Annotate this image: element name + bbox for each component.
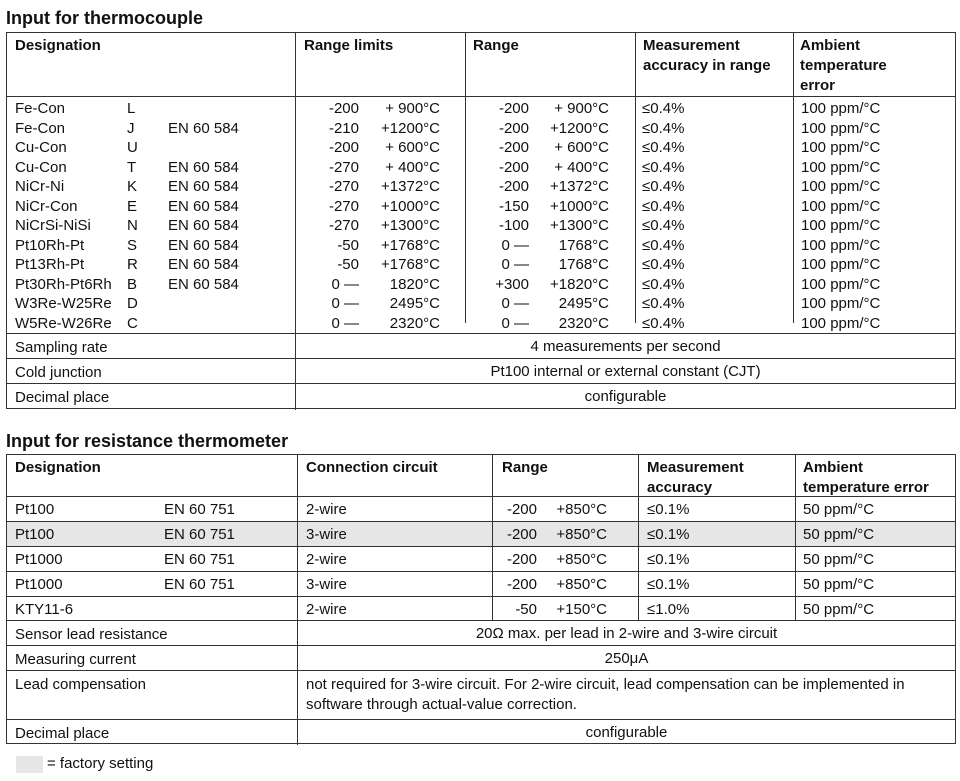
rt-footer-value: 250μA — [604, 650, 649, 667]
tc-footer-value: configurable — [584, 388, 667, 405]
tc-cell-limit-high: 2320°C — [389, 314, 440, 332]
tc-cell-designation: NiCr-Ni — [15, 178, 65, 195]
rt-hline — [7, 670, 955, 671]
tc-cell-accuracy: ≤0.4% — [642, 178, 685, 195]
tc-cell-designation: Pt10Rh-Pt — [15, 236, 85, 254]
tc-cell-standard: EN 60 584 — [168, 158, 239, 176]
tc-cell-ambient: 100 ppm/°C — [801, 256, 881, 273]
rt-cell-designation: Pt1000 — [15, 551, 63, 568]
tc-cell-ambient: 100 ppm/°C — [801, 275, 881, 293]
rt-cell-ambient: 50 ppm/°C — [803, 526, 875, 543]
tc-cell-range-low: -200 — [498, 119, 529, 137]
tc-cell-designation: NiCr-Con — [15, 197, 78, 215]
tc-header-range: Range — [473, 37, 519, 54]
tc-cell-range-high: 1768°C — [558, 236, 609, 254]
thermocouple-table — [6, 32, 956, 409]
rt-cell-standard: EN 60 751 — [164, 526, 235, 543]
tc-cell-ambient: 100 ppm/°C — [801, 314, 881, 332]
rt-cell-connection: 3-wire — [306, 576, 347, 593]
tc-cell-standard: EN 60 584 — [168, 217, 239, 234]
tc-cell-designation: Cu-Con — [15, 158, 67, 176]
tc-cell-accuracy: ≤0.4% — [642, 119, 685, 137]
tc-cell-limit-low: -270 — [328, 217, 359, 234]
tc-cell-accuracy: ≤0.4% — [642, 275, 685, 293]
tc-cell-accuracy: ≤0.4% — [642, 217, 685, 234]
rt-header-accuracy: Measurement accuracy — [647, 459, 744, 496]
tc-cell-accuracy: ≤0.4% — [642, 295, 685, 312]
tc-cell-ambient: 100 ppm/°C — [801, 236, 881, 254]
tc-cell-code: K — [127, 178, 138, 195]
rt-cell-range-low: -200 — [506, 501, 537, 518]
tc-cell-limit-high: +1000°C — [381, 197, 440, 215]
tc-cell-designation: Fe-Con — [15, 100, 66, 117]
tc-cell-range-low: +300 — [495, 275, 529, 293]
tc-footer-value: 4 measurements per second — [530, 338, 721, 355]
tc-hline — [7, 96, 955, 97]
tc-cell-standard: EN 60 584 — [168, 275, 239, 293]
tc-cell-limit-low: 0 — — [331, 275, 359, 293]
tc-cell-standard: EN 60 584 — [168, 178, 239, 195]
tc-cell-limit-low: 0 — — [331, 314, 359, 332]
tc-cell-standard: EN 60 584 — [168, 119, 239, 137]
rt-hline — [7, 496, 955, 497]
rt-cell-range-high: +850°C — [556, 526, 607, 543]
tc-cell-code: B — [127, 275, 138, 293]
tc-hline — [7, 358, 955, 359]
tc-header-range-limits: Range limits — [304, 37, 394, 54]
tc-cell-ambient: 100 ppm/°C — [801, 295, 881, 312]
tc-cell-range-low: -100 — [498, 217, 529, 234]
tc-cell-accuracy: ≤0.4% — [642, 236, 685, 254]
tc-cell-limit-low: -200 — [328, 139, 359, 156]
tc-cell-designation: Pt13Rh-Pt — [15, 256, 85, 273]
lead-compensation-line2: software through actual-value correction. — [306, 696, 577, 713]
tc-cell-limit-high: + 900°C — [385, 100, 440, 117]
tc-cell-standard: EN 60 584 — [168, 256, 239, 273]
rt-cell-range-low: -200 — [506, 526, 537, 543]
tc-cell-code: J — [127, 119, 135, 137]
tc-cell-designation: Fe-Con — [15, 119, 66, 137]
rt-cell-connection: 3-wire — [306, 526, 347, 543]
rt-cell-designation: Pt100 — [15, 526, 55, 543]
resistance-table — [6, 454, 956, 744]
tc-cell-accuracy: ≤0.4% — [642, 256, 685, 273]
tc-cell-range-low: -200 — [498, 100, 529, 117]
tc-cell-limit-low: -200 — [328, 100, 359, 117]
tc-vline — [465, 33, 466, 323]
tc-vline — [635, 33, 636, 323]
tc-cell-designation: Pt30Rh-Pt6Rh — [15, 275, 112, 293]
rt-cell-accuracy: ≤0.1% — [647, 551, 690, 568]
rt-cell-range-high: +850°C — [556, 551, 607, 568]
rt-footer-label: Measuring current — [15, 651, 136, 668]
tc-cell-code: E — [127, 197, 138, 215]
tc-cell-limit-low: -50 — [337, 236, 359, 254]
factory-setting-legend: = factory setting — [47, 755, 154, 772]
tc-cell-standard: EN 60 584 — [168, 236, 239, 254]
tc-cell-limit-high: +1200°C — [381, 119, 440, 137]
tc-cell-range-high: + 600°C — [554, 139, 609, 156]
rt-footer-value: 20Ω max. per lead in 2-wire and 3-wire circuit — [475, 625, 778, 642]
rt-vline — [297, 455, 298, 745]
rt-hline — [7, 571, 955, 572]
tc-cell-ambient: 100 ppm/°C — [801, 139, 881, 156]
tc-cell-ambient: 100 ppm/°C — [801, 178, 881, 195]
tc-cell-code: C — [127, 314, 138, 332]
tc-hline — [7, 383, 955, 384]
rt-cell-accuracy: ≤1.0% — [647, 601, 690, 618]
tc-cell-limit-high: +1768°C — [381, 256, 440, 273]
tc-cell-range-high: + 400°C — [554, 158, 609, 176]
rt-cell-designation: Pt100 — [15, 501, 55, 518]
rt-cell-ambient: 50 ppm/°C — [803, 601, 875, 618]
rt-hline — [7, 521, 955, 522]
tc-cell-range-low: -200 — [498, 158, 529, 176]
rt-hline — [7, 620, 955, 621]
tc-hline — [6, 333, 956, 334]
tc-cell-designation: W3Re-W25Re — [15, 295, 112, 312]
rt-cell-connection: 2-wire — [306, 551, 347, 568]
tc-cell-ambient: 100 ppm/°C — [801, 100, 881, 117]
tc-cell-limit-high: 2495°C — [389, 295, 440, 312]
tc-cell-range-low: -150 — [498, 197, 529, 215]
tc-cell-code: T — [127, 158, 137, 176]
rt-cell-range-low: -200 — [506, 576, 537, 593]
tc-cell-designation: Cu-Con — [15, 139, 67, 156]
tc-cell-range-high: 1768°C — [558, 256, 609, 273]
rt-cell-standard: EN 60 751 — [164, 576, 235, 593]
rt-cell-range-high: +150°C — [556, 601, 607, 618]
tc-cell-accuracy: ≤0.4% — [642, 100, 685, 117]
tc-cell-range-high: +1200°C — [550, 119, 609, 137]
factory-setting-swatch — [16, 756, 43, 773]
rt-cell-ambient: 50 ppm/°C — [803, 551, 875, 568]
tc-cell-code: S — [127, 236, 138, 254]
tc-cell-range-high: 2320°C — [558, 314, 609, 332]
tc-cell-designation: W5Re-W26Re — [15, 314, 112, 332]
tc-cell-accuracy: ≤0.4% — [642, 139, 685, 156]
tc-cell-range-low: -200 — [498, 178, 529, 195]
rt-cell-designation: Pt1000 — [15, 576, 63, 593]
resistance-title: Input for resistance thermometer — [6, 431, 289, 451]
rt-footer-label: Sensor lead resistance — [15, 626, 168, 643]
tc-cell-range-low: 0 — — [501, 256, 529, 273]
tc-cell-code: U — [127, 139, 138, 156]
tc-cell-limit-low: -50 — [337, 256, 359, 273]
rt-cell-accuracy: ≤0.1% — [647, 526, 690, 543]
rt-hline — [7, 596, 955, 597]
tc-footer-value: Pt100 internal or external constant (CJT) — [490, 363, 761, 380]
rt-header-connection: Connection circuit — [306, 459, 438, 476]
tc-cell-limit-high: + 400°C — [385, 158, 440, 176]
tc-cell-code: L — [127, 100, 136, 117]
rt-cell-connection: 2-wire — [306, 601, 347, 618]
tc-header-ambient: Ambient temperature error — [800, 37, 887, 94]
tc-cell-limit-low: -270 — [328, 158, 359, 176]
tc-cell-range-high: +1300°C — [550, 217, 609, 234]
tc-cell-limit-low: -210 — [328, 119, 359, 137]
tc-cell-limit-high: +1768°C — [381, 236, 440, 254]
tc-cell-limit-high: +1300°C — [381, 217, 440, 234]
tc-cell-accuracy: ≤0.4% — [642, 197, 685, 215]
tc-cell-accuracy: ≤0.4% — [642, 314, 685, 332]
tc-footer-label: Cold junction — [15, 364, 102, 381]
rt-hline — [7, 719, 955, 720]
tc-cell-range-high: +1000°C — [550, 197, 609, 215]
tc-cell-limit-low: -270 — [328, 197, 359, 215]
tc-cell-range-high: + 900°C — [554, 100, 609, 117]
rt-cell-ambient: 50 ppm/°C — [803, 576, 875, 593]
tc-cell-range-low: 0 — — [501, 295, 529, 312]
tc-cell-limit-low: -270 — [328, 178, 359, 195]
tc-vline — [793, 33, 794, 323]
rt-cell-ambient: 50 ppm/°C — [803, 501, 875, 518]
rt-cell-range-high: +850°C — [556, 576, 607, 593]
tc-cell-ambient: 100 ppm/°C — [801, 217, 881, 234]
rt-cell-range-low: -200 — [506, 551, 537, 568]
tc-cell-range-low: 0 — — [501, 314, 529, 332]
tc-header-designation: Designation — [15, 37, 101, 54]
tc-cell-ambient: 100 ppm/°C — [801, 119, 881, 137]
rt-cell-accuracy: ≤0.1% — [647, 501, 690, 518]
tc-cell-range-low: -200 — [498, 139, 529, 156]
rt-header-range: Range — [502, 459, 548, 476]
lead-compensation-label: Lead compensation — [15, 676, 146, 693]
decimal-place-label: Decimal place — [15, 725, 110, 742]
tc-footer-label: Sampling rate — [15, 339, 108, 356]
rt-cell-designation: KTY11-6 — [15, 601, 74, 618]
decimal-place-value: configurable — [585, 724, 668, 741]
rt-cell-standard: EN 60 751 — [164, 551, 235, 568]
thermocouple-title: Input for thermocouple — [6, 8, 203, 28]
rt-cell-range-high: +850°C — [556, 501, 607, 518]
tc-cell-code: N — [127, 217, 138, 234]
rt-cell-accuracy: ≤0.1% — [647, 576, 690, 593]
rt-header-designation: Designation — [15, 459, 101, 476]
tc-cell-range-low: 0 — — [501, 236, 529, 254]
lead-compensation-line1: not required for 3-wire circuit. For 2-wire circuit, lead compensation can be implemented in — [306, 676, 905, 693]
tc-cell-code: R — [127, 256, 138, 273]
tc-cell-limit-high: +1372°C — [381, 178, 440, 195]
tc-footer-label: Decimal place — [15, 389, 110, 406]
tc-cell-ambient: 100 ppm/°C — [801, 158, 881, 176]
tc-cell-designation: NiCrSi-NiSi — [15, 217, 91, 234]
tc-cell-ambient: 100 ppm/°C — [801, 197, 881, 215]
tc-cell-accuracy: ≤0.4% — [642, 158, 685, 176]
tc-cell-limit-high: 1820°C — [389, 275, 440, 293]
rt-cell-standard: EN 60 751 — [164, 501, 235, 518]
tc-cell-standard: EN 60 584 — [168, 197, 239, 215]
tc-cell-range-high: +1372°C — [550, 178, 609, 195]
rt-cell-connection: 2-wire — [306, 501, 347, 518]
tc-cell-range-high: +1820°C — [550, 275, 609, 293]
rt-hline — [7, 546, 955, 547]
rt-header-ambient: Ambient temperature error — [803, 459, 929, 496]
tc-cell-limit-high: + 600°C — [385, 139, 440, 156]
rt-hline — [7, 645, 955, 646]
tc-cell-limit-low: 0 — — [331, 295, 359, 312]
rt-cell-range-low: -50 — [515, 601, 537, 618]
tc-header-accuracy: Measurement accuracy in range — [643, 37, 771, 74]
tc-cell-code: D — [127, 295, 138, 312]
tc-cell-range-high: 2495°C — [558, 295, 609, 312]
